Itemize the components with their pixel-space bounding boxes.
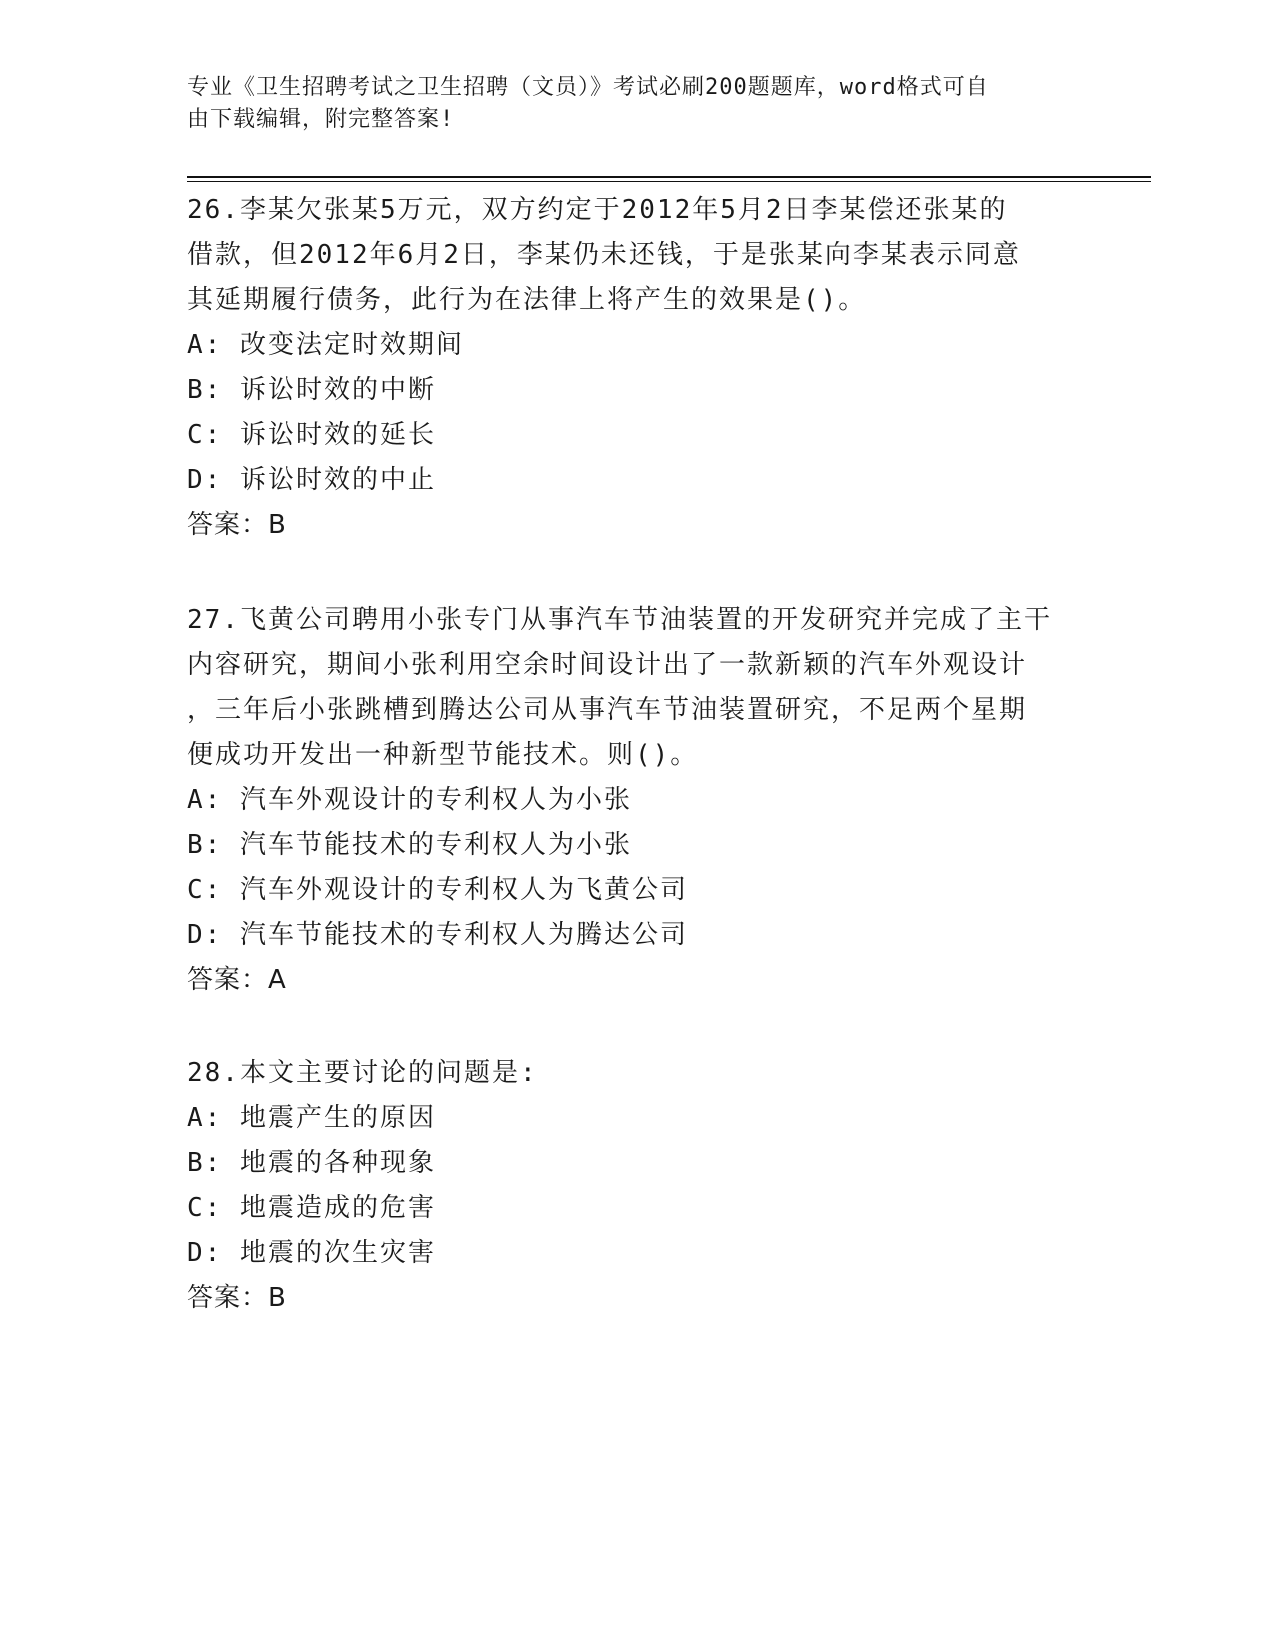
option-c: C: 汽车外观设计的专利权人为飞黄公司 — [187, 875, 688, 905]
question-28 — [187, 1051, 1087, 1321]
option-c: C: 诉讼时效的延长 — [187, 420, 436, 450]
option-a: A: 汽车外观设计的专利权人为小张 — [187, 785, 632, 815]
question-26 — [187, 188, 1087, 548]
question-stem-line: 内容研究，期间小张利用空余时间设计出了一款新颖的汽车外观设计 — [187, 650, 1028, 680]
document-header — [187, 72, 1067, 136]
question-27 — [187, 598, 1087, 1003]
option-d: D: 地震的次生灾害 — [187, 1238, 436, 1268]
question-stem-line: ，三年后小张跳槽到腾达公司从事汽车节油装置研究，不足两个星期 — [187, 695, 1028, 725]
question-stem-line: 借款，但2012年6月2日，李某仍未还钱，于是张某向李某表示同意 — [187, 240, 1021, 270]
option-d: D: 诉讼时效的中止 — [187, 465, 436, 495]
option-b: B: 汽车节能技术的专利权人为小张 — [187, 830, 632, 860]
option-b: B: 地震的各种现象 — [187, 1148, 436, 1178]
header-divider-thick — [187, 176, 1151, 178]
question-stem-line: 26.李某欠张某5万元，双方约定于2012年5月2日李某偿还张某的 — [187, 195, 1008, 225]
answer-label: 答案：A — [187, 965, 287, 995]
question-stem-line: 28.本文主要讨论的问题是: — [187, 1058, 538, 1088]
question-stem-line: 其延期履行债务，此行为在法律上将产生的效果是()。 — [187, 285, 867, 315]
header-divider-thin — [187, 181, 1151, 182]
header-line-2: 由下载编辑，附完整答案! — [187, 107, 455, 132]
option-b: B: 诉讼时效的中断 — [187, 375, 436, 405]
question-stem-line: 27.飞黄公司聘用小张专门从事汽车节油装置的开发研究并完成了主干 — [187, 605, 1052, 635]
answer-label: 答案：B — [187, 510, 287, 540]
header-line-1: 专业《卫生招聘考试之卫生招聘（文员）》考试必刷200题题库，word格式可自 — [187, 75, 989, 100]
answer-label: 答案：B — [187, 1283, 287, 1313]
option-a: A: 地震产生的原因 — [187, 1103, 436, 1133]
option-d: D: 汽车节能技术的专利权人为腾达公司 — [187, 920, 688, 950]
option-a: A: 改变法定时效期间 — [187, 330, 464, 360]
question-stem-line: 便成功开发出一种新型节能技术。则()。 — [187, 740, 699, 770]
option-c: C: 地震造成的危害 — [187, 1193, 436, 1223]
